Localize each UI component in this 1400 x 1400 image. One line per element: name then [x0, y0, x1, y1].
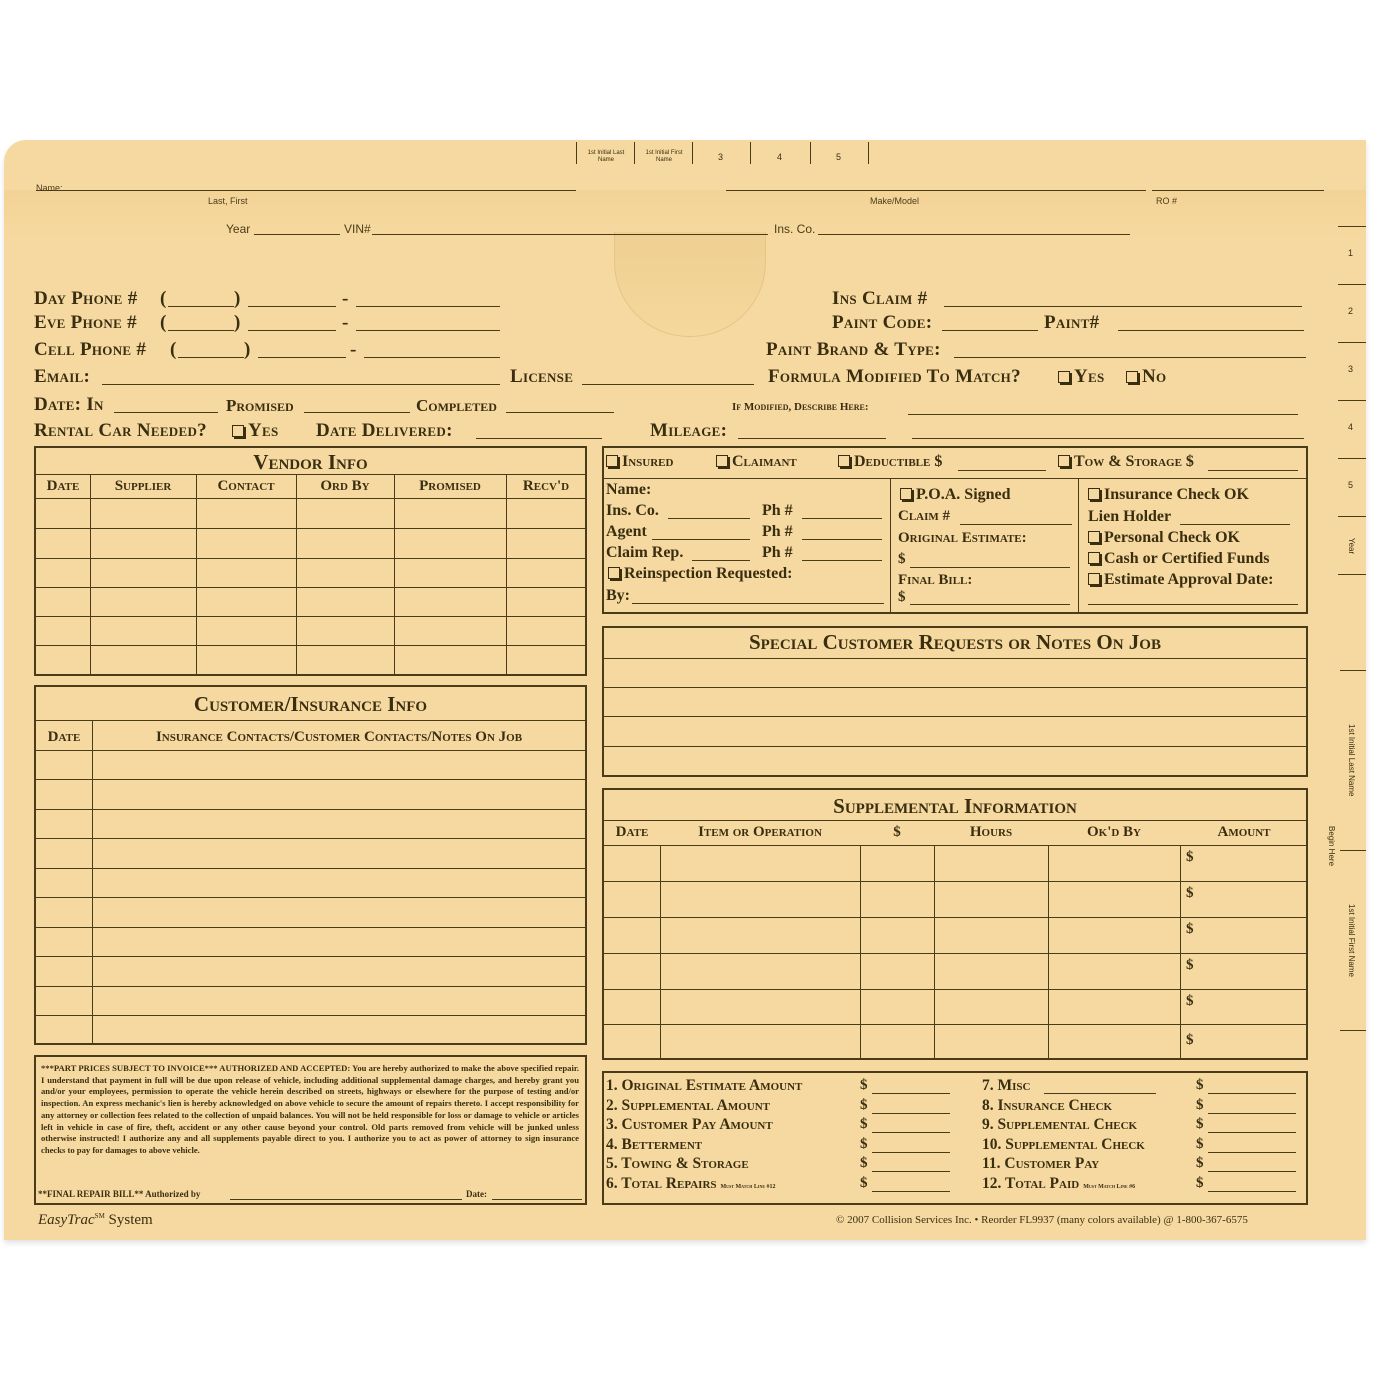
final-bill-label: **FINAL REPAIR BILL** Authorized by [38, 1189, 201, 1199]
total-dollar: $ [860, 1175, 868, 1191]
side-vertical-first-name: 1st Initial First Name [1347, 904, 1356, 977]
supp-col-dollar: $ [893, 824, 901, 840]
side-tab-1: 1 [1348, 248, 1354, 258]
name-line [36, 190, 576, 191]
side-tab-divider [1338, 284, 1366, 285]
total-dollar: $ [860, 1135, 868, 1152]
total-amount-input[interactable] [1208, 1152, 1296, 1153]
side-tab-divider [1338, 516, 1366, 517]
tab-divider [692, 142, 693, 164]
side-tab-divider [1340, 670, 1366, 671]
checkbox-icon [606, 455, 618, 467]
cell-phone-area-input[interactable] [178, 357, 244, 358]
supp-col-amount: Amount [1217, 824, 1271, 840]
footer-copyright: © 2007 Collision Services Inc. • Reorder FL9937 (many colors available) @ 1-800-367-6575 [836, 1214, 1248, 1226]
if-modified-input[interactable] [908, 414, 1298, 415]
total-dollar: $ [860, 1077, 868, 1093]
deductible-input[interactable] [958, 470, 1046, 471]
claim-rep-label: Claim Rep. [606, 544, 684, 561]
side-tab-divider [1338, 226, 1366, 227]
total-amount-input[interactable] [1208, 1171, 1296, 1172]
misc-description-input[interactable] [1044, 1093, 1156, 1094]
tow-storage-checkbox[interactable]: Tow & Storage $ [1058, 453, 1194, 471]
make-model-label: Make/Model [870, 196, 920, 206]
cell-phone-prefix-input[interactable] [258, 357, 346, 358]
formula-modified-label: Formula Modified To Match? [768, 366, 1021, 387]
name-label: Name: [36, 183, 63, 193]
vendor-col-promised: Promised [419, 478, 481, 494]
claim-rep-phone-input[interactable] [802, 560, 882, 561]
day-phone-label: Day Phone # [34, 288, 138, 309]
supp-col-item: Item or Operation [698, 824, 822, 840]
customer-insurance-title: Customer/Insurance Info [193, 692, 428, 716]
side-tab-year: Year [1347, 538, 1356, 555]
side-tab-divider [1340, 850, 1366, 851]
supp-row-1-dollar: $ [1186, 849, 1194, 865]
terms-text: ***PART PRICES SUBJECT TO INVOICE*** AUTHORIZED AND ACCEPTED: You are hereby authorized to make the above specified repair. I understand that payment in full will be due upon release of vehicle, including additional supplemental damage charges, and hereby grant you and/or your employees, permission to operate the vehicle herein described on streets, highways or elsewhere for the purpose of testing and/or inspection. An express mechanic's lien is hereby acknowledged on above vehicle to secure the amount of repairs thereto. I accept responsibility for any attorney or collection fees related to the collection of unpaid balances. You will not be held responsible for loss or damage to vehicle or articles left in vehicle in case of fire, theft, accident or any other cause beyond your control. Old parts removed from vehicle will be junked unless otherwise instructed! I authorize any and all supplements payable direct to you. I authorize you to act as power of attorney to sign insurance checks to pay for damages to above vehicle. [41, 1063, 579, 1155]
side-tab-4: 4 [1348, 422, 1354, 432]
lien-holder-input[interactable] [1180, 524, 1290, 525]
promised-label: Promised [226, 396, 294, 415]
supplemental-title: Supplemental Information [833, 794, 1077, 818]
footer-brand: EasyTrac℠ System [38, 1212, 153, 1228]
top-tab-3: 3 [718, 152, 724, 162]
date-in-label: Date: In [34, 394, 104, 415]
side-vertical-last-name: 1st Initial Last Name [1347, 724, 1356, 797]
personal-check-checkbox[interactable]: Personal Check OK [1088, 529, 1240, 547]
paint-brand-label: Paint Brand & Type: [766, 339, 941, 360]
tab-divider [750, 142, 751, 164]
email-input[interactable] [102, 384, 500, 385]
lien-holder-label: Lien Holder [1088, 508, 1172, 525]
claim-rep-phone-label: Ph # [762, 544, 793, 561]
original-estimate-input[interactable] [910, 567, 1070, 568]
total-amount-input[interactable] [872, 1093, 950, 1094]
ro-line [1152, 190, 1324, 191]
checkbox-icon [232, 425, 244, 437]
total-amount-input[interactable] [1208, 1093, 1296, 1094]
eve-phone-area-input[interactable] [168, 330, 234, 331]
total-dollar: $ [1196, 1135, 1204, 1152]
total-dollar: $ [1196, 1096, 1204, 1113]
day-phone-area-input[interactable] [168, 306, 234, 307]
reinspection-checkbox[interactable]: Reinspection Requested: [608, 565, 792, 583]
paint-code-input[interactable] [942, 330, 1038, 331]
top-tab-2: 1st Initial First Name [645, 150, 683, 163]
completed-input[interactable] [506, 412, 614, 413]
total-label: 2. Supplemental Amount [606, 1096, 771, 1114]
total-label: 9. Supplemental Check [982, 1116, 1138, 1134]
paint-num-input[interactable] [1118, 330, 1304, 331]
total-label: 7. Misc [982, 1077, 1031, 1094]
customer-col-notes: Insurance Contacts/Customer Contacts/Notes On Job [155, 729, 523, 745]
side-vertical-begin-here: Begin Here [1327, 826, 1336, 867]
total-amount-input[interactable] [872, 1132, 950, 1133]
day-phone-prefix-input[interactable] [248, 306, 336, 307]
total-label: 5. Towing & Storage [606, 1155, 749, 1173]
checkbox-icon [1058, 371, 1070, 383]
insured-checkbox[interactable]: Insured [606, 453, 673, 471]
total-dollar: $ [1196, 1116, 1204, 1133]
total-note: Must Match Line #6 [1083, 1184, 1136, 1190]
top-tab-4: 4 [777, 152, 783, 162]
vin-line [372, 234, 768, 235]
ro-label: RO # [1156, 196, 1178, 206]
checkbox-icon [1088, 531, 1100, 543]
tow-storage-input[interactable] [1208, 470, 1298, 471]
supp-row-3-dollar: $ [1186, 921, 1194, 937]
final-bill-input[interactable] [910, 604, 1070, 605]
final-bill-amount-label: Final Bill: [898, 572, 973, 588]
side-tab-divider [1338, 342, 1366, 343]
estimate-approval-checkbox[interactable]: Estimate Approval Date: [1088, 571, 1273, 589]
make-model-line [726, 190, 1146, 191]
side-tab-5: 5 [1348, 480, 1354, 490]
tab-divider [634, 142, 635, 164]
tab-divider [868, 142, 869, 164]
deductible-checkbox[interactable]: Deductible $ [838, 453, 942, 471]
last-first-label: Last, First [208, 196, 248, 206]
vendor-col-date: Date [46, 478, 80, 494]
poa-signed-checkbox[interactable]: P.O.A. Signed [900, 486, 1011, 504]
checkbox-icon [900, 488, 912, 500]
mileage-label: Mileage: [650, 420, 728, 441]
license-label: License [510, 366, 574, 387]
if-modified-label: If Modified, Describe Here: [732, 401, 869, 413]
day-phone-number-input[interactable] [356, 306, 500, 307]
agent-input[interactable] [652, 539, 750, 540]
reinspection-by-label: By: [606, 587, 630, 604]
ins-co-phone-label: Ph # [762, 502, 793, 519]
vin-label: VIN# [344, 222, 371, 236]
side-tab-3: 3 [1348, 364, 1354, 374]
checkbox-icon [838, 455, 850, 467]
checkbox-icon [1058, 455, 1070, 467]
estimate-approval-input[interactable] [1088, 604, 1298, 605]
date-delivered-input[interactable] [476, 438, 602, 439]
cell-phone-label: Cell Phone # [34, 339, 147, 360]
license-input[interactable] [582, 384, 754, 385]
vendor-col-ord-by: Ord By [320, 478, 370, 494]
ins-claim-input[interactable] [944, 306, 1302, 307]
ins-co-phone-input[interactable] [802, 518, 882, 519]
email-label: Email: [34, 366, 91, 387]
side-tab-divider [1338, 458, 1366, 459]
agent-label: Agent [606, 523, 647, 540]
original-estimate-dollar: $ [898, 551, 906, 567]
special-requests-title: Special Customer Requests or Notes On Job [749, 630, 1161, 654]
paint-num-label: Paint# [1044, 312, 1100, 333]
side-tab-divider [1338, 574, 1366, 575]
total-label: 4. Betterment [606, 1135, 703, 1153]
tab-divider [810, 142, 811, 164]
supp-row-2-dollar: $ [1186, 885, 1194, 901]
checkbox-icon [608, 567, 620, 579]
checkbox-icon [1088, 488, 1100, 500]
insurance-check-checkbox[interactable]: Insurance Check OK [1088, 486, 1249, 504]
total-dollar: $ [1196, 1077, 1204, 1093]
supp-col-okd-by: Ok'd By [1086, 824, 1142, 840]
total-label: 11. Customer Pay [982, 1155, 1100, 1173]
supp-row-6-dollar: $ [1186, 1032, 1194, 1048]
agent-phone-label: Ph # [762, 523, 793, 540]
top-tab-5: 5 [836, 152, 842, 162]
total-amount-input[interactable] [1208, 1113, 1296, 1114]
ins-claim-label: Ins Claim # [832, 288, 928, 309]
total-dollar: $ [1196, 1175, 1204, 1191]
total-label: 1. Original Estimate Amount [606, 1077, 803, 1094]
ins-co-header-line [818, 234, 1130, 235]
total-note: Must Match Line #12 [720, 1184, 776, 1190]
side-tab-2: 2 [1348, 306, 1354, 316]
top-tab-1: 1st Initial Last Name [587, 150, 625, 163]
date-delivered-label: Date Delivered: [316, 420, 453, 441]
year-label: Year [226, 222, 251, 236]
rental-car-label: Rental Car Needed? [34, 420, 207, 441]
total-amount-input[interactable] [872, 1171, 950, 1172]
claim-rep-input[interactable] [692, 560, 750, 561]
final-bill-dollar: $ [898, 589, 906, 605]
paint-brand-input[interactable] [954, 357, 1306, 358]
checkbox-icon [1088, 573, 1100, 585]
rental-yes-checkbox[interactable]: Yes [232, 420, 279, 442]
total-amount-input[interactable] [872, 1152, 950, 1153]
cash-checkbox[interactable]: Cash or Certified Funds [1088, 550, 1270, 568]
vendor-info-title: Vendor Info [253, 450, 368, 474]
claimant-checkbox[interactable]: Claimant [716, 453, 797, 471]
supp-row-4-dollar: $ [1186, 957, 1194, 973]
promised-input[interactable] [304, 412, 410, 413]
supp-col-date: Date [615, 824, 649, 840]
eve-phone-label: Eve Phone # [34, 312, 137, 333]
total-amount-input[interactable] [872, 1113, 950, 1114]
total-label: 6. Total Repairs Must Match Line #12 [606, 1175, 776, 1192]
vendor-col-contact: Contact [217, 478, 275, 494]
ins-name-label: Name: [606, 481, 652, 498]
checkbox-icon [716, 455, 728, 467]
vendor-col-recvd: Recv'd [522, 478, 570, 494]
total-label: 8. Insurance Check [982, 1096, 1113, 1114]
mileage-input[interactable] [738, 438, 886, 439]
if-modified-input-2[interactable] [912, 438, 1304, 439]
supp-col-hours: Hours [969, 824, 1013, 840]
total-amount-input[interactable] [1208, 1132, 1296, 1133]
ins-co-input[interactable] [668, 518, 750, 519]
completed-label: Completed [416, 396, 497, 415]
final-bill-signature[interactable] [230, 1199, 462, 1200]
ins-co-header-label: Ins. Co. [774, 222, 816, 236]
final-bill-date-input[interactable] [492, 1199, 582, 1200]
total-label: 3. Customer Pay Amount [606, 1116, 773, 1134]
checkbox-icon [1126, 371, 1138, 383]
final-bill-date-label: Date: [466, 1189, 487, 1199]
formula-yes-checkbox[interactable]: Yes [1058, 366, 1105, 388]
ins-co-label: Ins. Co. [606, 502, 659, 519]
eve-phone-number-input[interactable] [356, 330, 500, 331]
paint-code-label: Paint Code: [832, 312, 933, 333]
checkbox-icon [1088, 552, 1100, 564]
total-dollar: $ [860, 1116, 868, 1133]
total-dollar: $ [860, 1155, 868, 1172]
customer-col-date: Date [47, 729, 81, 745]
reinspection-by-input[interactable] [632, 603, 884, 604]
formula-no-checkbox[interactable]: No [1126, 366, 1166, 388]
original-estimate-label: Original Estimate: [898, 530, 1027, 546]
supp-row-5-dollar: $ [1186, 993, 1194, 1009]
cell-phone-number-input[interactable] [364, 357, 500, 358]
vendor-col-supplier: Supplier [114, 478, 172, 494]
agent-phone-input[interactable] [802, 539, 882, 540]
total-label: 10. Supplemental Check [982, 1135, 1145, 1153]
year-line [254, 234, 340, 235]
eve-phone-prefix-input[interactable] [248, 330, 336, 331]
claim-num-label: Claim # [898, 508, 951, 524]
tab-divider [576, 142, 577, 164]
total-amount-input[interactable] [872, 1191, 950, 1192]
total-amount-input[interactable] [1208, 1191, 1296, 1192]
total-dollar: $ [860, 1096, 868, 1113]
side-tab-divider [1340, 1030, 1366, 1031]
total-dollar: $ [1196, 1155, 1204, 1172]
total-label: 12. Total Paid Must Match Line #6 [982, 1175, 1136, 1192]
claim-num-input[interactable] [960, 524, 1072, 525]
side-tab-divider [1338, 400, 1366, 401]
date-in-input[interactable] [114, 412, 218, 413]
